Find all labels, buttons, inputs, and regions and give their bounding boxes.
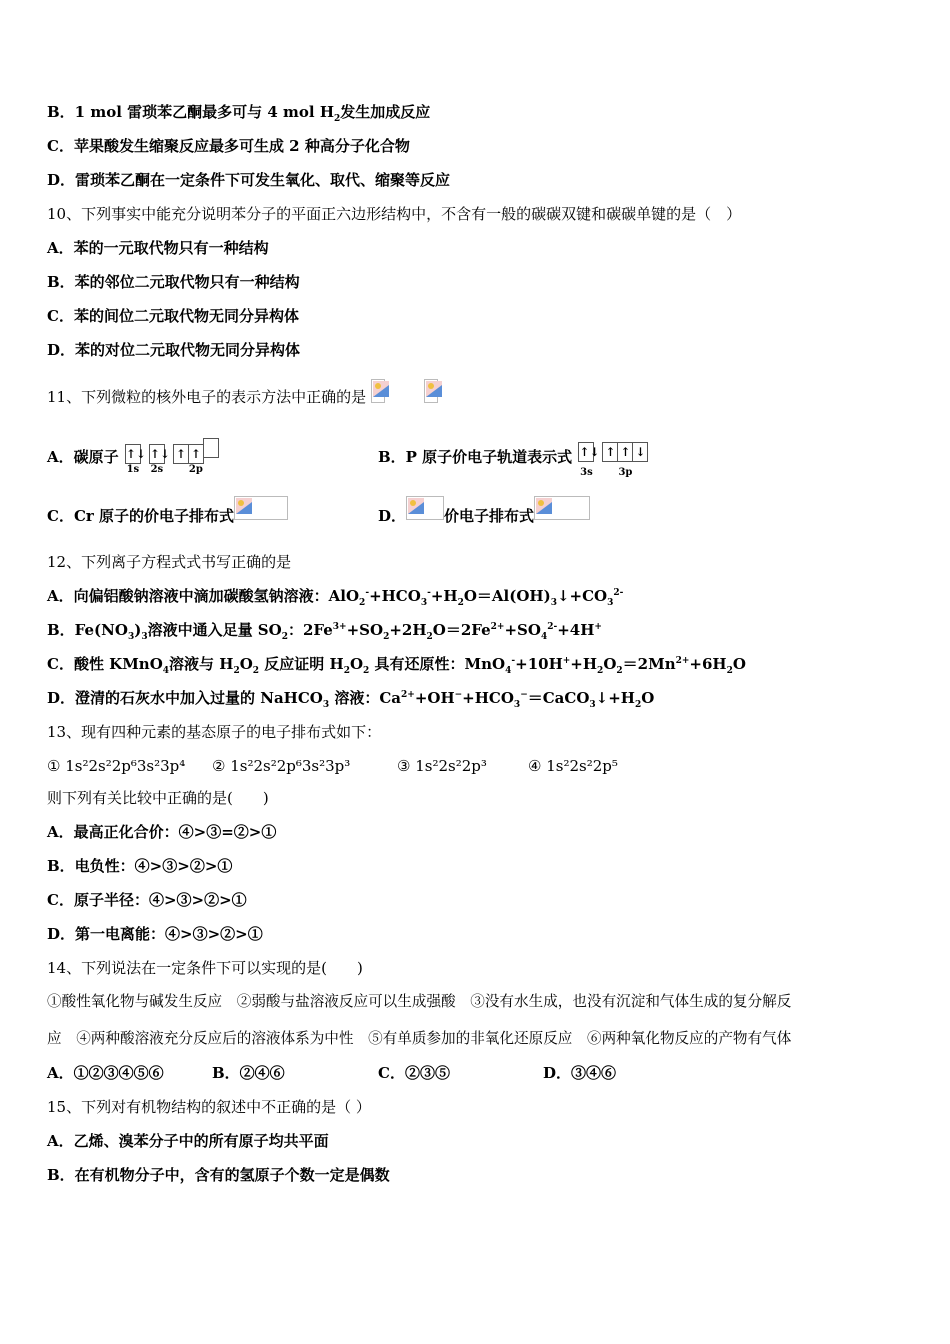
q13-config-4: ④ 1s²2s²2p⁵ [528,757,618,775]
orbital-label: 1s [126,464,140,475]
orbital-box: ↑ [188,444,204,464]
orbital-box: ↑ [173,444,189,464]
q15-stem: 15、下列对有机物结构的叙述中不正确的是（ ） [47,1098,371,1116]
image-placeholder-icon [234,496,288,520]
q12-option-d-text: D．澄清的石灰水中加入过量的 NaHCO [47,689,323,707]
q13-config-3: ③ 1s²2s²2p³ [397,757,487,775]
q11-option-c-text: C．Cr 原子的价电子排布式 [47,507,235,525]
q10-option-d: D．苯的对位二元取代物无同分异构体 [47,341,301,359]
q11-option-d-letter: D． [378,507,407,525]
q10-stem: 10、下列事实中能充分说明苯分子的平面正六边形结构中，不含有一般的碳碳双键和碳碳单键的是（ ） [47,205,742,223]
q11-stem [47,387,438,407]
q9-option-b-sub: 2 [334,114,341,124]
q9-option-b [47,102,430,122]
q9-option-b-tail: 发生加成反应 [340,103,431,121]
q10-option-c: C．苯的间位二元取代物无同分异构体 [47,307,299,325]
orbital-box: ↑ [617,442,633,462]
q11-option-b-text: B．P 原子价电子轨道表示式 [378,448,573,466]
orbital-box: ↑↓ [578,442,594,462]
q13-option-c: C．原子半径：④>③>②>① [47,891,247,909]
q13-option-a: A．最高正化合价：④>③=②>① [47,823,277,841]
q12-option-c: C．酸性 KMnO$_4$溶液与 $H_2O_2$ 反应证明 $H_2O_2$ 具有还原性：$MnO_4^-+10H^++H_2O_2=2Mn^{2+}+6H_2O$ [47,655,746,676]
q11-option-a [47,447,219,475]
q15-option-a: A．乙烯、溴苯分子中的所有原子均共平面 [47,1132,329,1150]
orbital-box: ↓ [632,442,648,462]
q13-stem: 13、现有四种元素的基态原子的电子排布式如下： [47,723,382,741]
q15-option-b: B．在有机物分子中，含有的氢原子个数一定是偶数 [47,1166,390,1184]
orbital-label: 3s [580,466,593,478]
q12-option-b-text: B．Fe(NO [47,621,128,639]
q13-config-2: ② 1s²2s²2p⁶3s²3p³ [212,757,351,775]
orbital-box: ↑↓ [149,444,165,464]
q12-option-a-text: A．向偏铝酸钠溶液中滴加碳酸氢钠溶液： [47,587,329,605]
q14-option-c: C．②③⑤ [378,1064,450,1082]
q14-option-d: D．③④⑥ [543,1064,617,1082]
orbital-box [203,438,219,458]
image-placeholder-icon [534,496,590,520]
q11-option-c [47,506,288,526]
image-placeholder-icon [424,379,438,403]
orbital-box: ↑↓ [125,444,141,464]
q11-option-b [378,444,648,478]
orbital-box: ↑ [602,442,618,462]
q12-option-a: A．向偏铝酸钠溶液中滴加碳酸氢钠溶液：$AlO_2^-+HCO_3^-+H_2O=Al(OH)_3↓+CO_3^{2-}$ [47,587,624,608]
q14-option-b: B．②④⑥ [212,1064,285,1082]
q9-option-c: C．苹果酸发生缩聚反应最多可生成 2 种高分子化合物 [47,137,410,155]
q14-statements-line1: ①酸性氧化物与碱发生反应 ②弱酸与盐溶液反应可以生成强酸 ③没有水生成，也没有沉淀和气体生成的复分解反 [47,993,792,1010]
q9-option-d: D．雷琐苯乙酮在一定条件下可发生氧化、取代、缩聚等反应 [47,171,451,189]
q12-option-b: B．$Fe(NO_3)_3$溶液中通入足量 $SO_2$：$2Fe^{3+}+SO_2+2H_2O=2Fe^{2+}+SO_4^{2-}+4H^+$ [47,621,602,642]
q11-stem-text: 11、下列微粒的核外电子的表示方法中正确的是 [47,388,367,406]
q13-question: 则下列有关比较中正确的是( ) [47,789,269,807]
q12-option-c-text: C．酸性 KMnO [47,655,163,673]
q11-option-d-text: 价电子排布式 [444,507,535,525]
q10-option-a: A．苯的一元取代物只有一种结构 [47,239,269,257]
q11-option-a-text: A．碳原子 [47,448,119,466]
orbital-label: 3p [618,466,633,478]
orbital-label: 2s [150,464,164,475]
q14-stem: 14、下列说法在一定条件下可以实现的是( ) [47,959,363,977]
orbital-label: 2p [188,464,203,475]
image-placeholder-icon [371,379,385,403]
q14-statements-line2: 应 ④两种酸溶液充分反应后的溶液体系为中性 ⑤有单质参加的非氧化还原反应 ⑥两种氧化物反应的产物有气体 [47,1030,792,1047]
q9-option-b-text: B．1 mol 雷琐苯乙酮最多可与 4 mol H [47,103,334,121]
orbital-diagram-carbon [125,438,218,475]
q12-stem: 12、下列离子方程式式书写正确的是 [47,553,292,571]
q12-option-d: D．澄清的石灰水中加入过量的 NaHCO$_3$ 溶液：$Ca^{2+}+OH^-+HCO_3^-=CaCO_3↓+H_2O$ [47,689,655,710]
q10-option-b: B．苯的邻位二元取代物只有一种结构 [47,273,300,291]
q13-config-1: ① 1s²2s²2p⁶3s²3p⁴ [47,757,186,775]
image-placeholder-icon [406,496,444,520]
q11-option-d [378,506,590,526]
q14-option-a: A．①②③④⑤⑥ [47,1064,164,1082]
q13-option-d: D．第一电离能：④>③>②>① [47,925,263,943]
orbital-diagram-phosphorus [578,441,647,478]
q13-option-b: B．电负性：④>③>②>① [47,857,233,875]
